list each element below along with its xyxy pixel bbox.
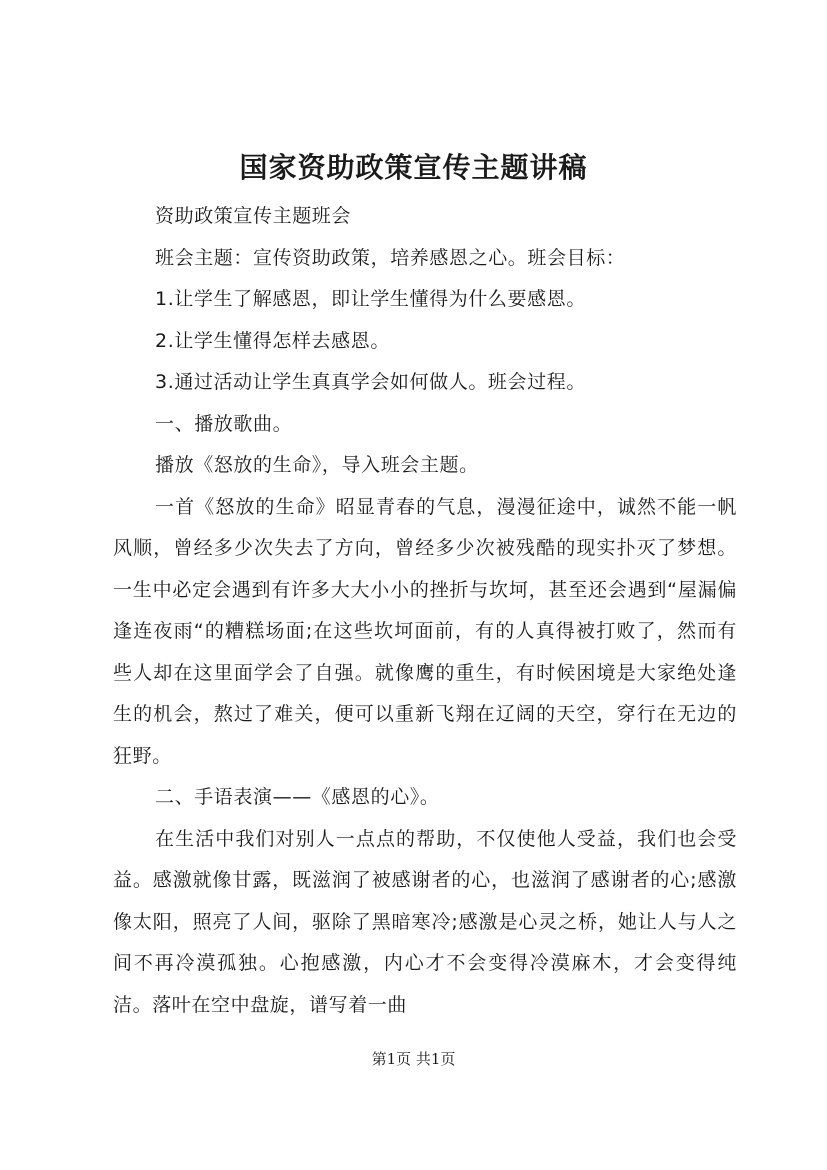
paragraph: 1.让学生了解感恩，即让学生懂得为什么要感恩。: [155, 288, 586, 310]
paragraph: 二、手语表演——《感恩的心》。: [155, 786, 440, 808]
paragraph: 资助政策宣传主题班会: [155, 205, 352, 227]
document-title: 国家资助政策宣传主题讲稿: [239, 151, 588, 184]
page-footer: 第1页 共1页: [371, 1050, 456, 1068]
paragraph: 一、播放歌曲。: [155, 412, 293, 435]
document-body: [113, 196, 737, 1026]
paragraph: 2.让学生懂得怎样去感恩。: [155, 329, 390, 352]
paragraph: 一首《怒放的生命》昭显青春的气息，漫漫征途中，诚然不能一帆风顺，曾经多少次失去了方向，曾经多少次被残酷的现实扑灭了梦想。一生中必定会遇到有许多大大小小的挫折与坎坷，甚至还会遇到“屋漏偏逢连夜雨“的糟糕场面;在这些坎坷面前，有的人真得被打败了，然而有些人却在这里面学会了自强。就像鹰的重生，有时候困境是大家绝处逢生的机会，熬过了难关，便可以重新飞翔在辽阔的天空，穿行在无边的狂野。: [113, 495, 737, 767]
paragraph: 3.通过活动让学生真真学会如何做人。班会过程。: [155, 371, 586, 393]
paragraph: 在生活中我们对别人一点点的帮助，不仅使他人受益，我们也会受益。感激就像甘露，既滋润了被感谢者的心，也滋润了感谢者的心;感激像太阳，照亮了人间，驱除了黑暗寒冷;感激是心灵之桥，她让人与人之间不再冷漠孤独。心抱感激，内心才不会变得冷漠麻木，才会变得纯洁。落叶在空中盘旋，谱写着一曲: [113, 827, 737, 1016]
paragraph: 班会主题：宣传资助政策，培养感恩之心。班会目标：: [155, 246, 626, 269]
paragraph: 播放《怒放的生命》，导入班会主题。: [155, 454, 479, 476]
